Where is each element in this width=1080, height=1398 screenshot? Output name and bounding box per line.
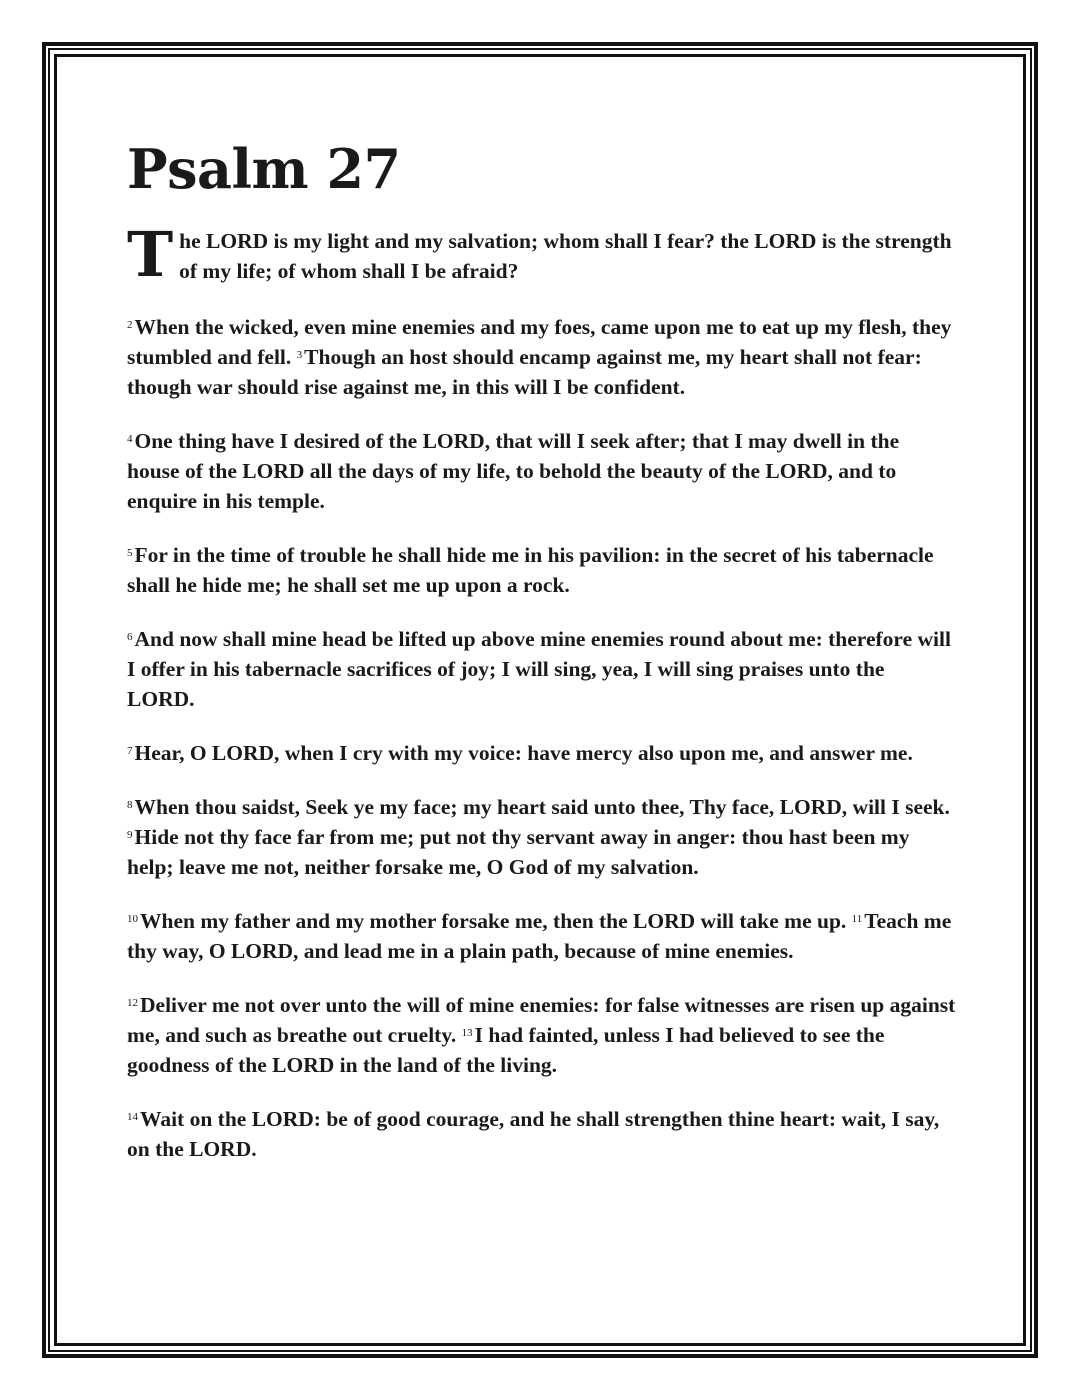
verse-number: 12 — [127, 997, 138, 1009]
verse-13-text: I had fainted, unless I had believed to see the goodness of the LORD in the land of the living. — [127, 1023, 885, 1077]
verse-paragraph-12-13 — [127, 990, 957, 1080]
verse-8-text: When thou saidst, Seek ye my face; my heart said unto thee, Thy face, LORD, will I seek. — [134, 795, 950, 819]
verse-number: 9 — [127, 829, 133, 841]
verse-paragraph-8-9 — [127, 792, 957, 882]
verse-10-text: When my father and my mother forsake me, then the LORD will take me up. — [140, 909, 847, 933]
psalm-content — [127, 130, 957, 1188]
verse-paragraph-4 — [127, 426, 957, 516]
verse-3-text: Though an host should encamp against me, my heart shall not fear: though war should rise against me, in this will I be confident. — [127, 345, 922, 399]
verse-11-text: Teach me thy way, O LORD, and lead me in a plain path, because of mine enemies. — [127, 909, 952, 963]
verse-number: 11 — [851, 913, 863, 925]
verse-number: 4 — [127, 433, 133, 445]
verse-2-text: When the wicked, even mine enemies and my foes, came upon me to eat up my flesh, they stumbled and fell. — [127, 315, 952, 369]
page-title: Psalm 27 — [127, 137, 401, 201]
verse-4-text: One thing have I desired of the LORD, that will I seek after; that I may dwell in the house of the LORD all the days of my life, to behold the beauty of the LORD, and to enquire in his temple. — [127, 429, 900, 513]
verse-number: 14 — [127, 1111, 138, 1123]
verse-1 — [127, 218, 957, 291]
verse-number: 2 — [127, 319, 133, 331]
verse-paragraph-10-11 — [127, 906, 957, 966]
verse-number: 8 — [127, 799, 133, 811]
verse-paragraph-6 — [127, 624, 957, 714]
verse-paragraph-14 — [127, 1104, 957, 1164]
verse-number: 3 — [296, 349, 303, 361]
verse-14-text: Wait on the LORD: be of good courage, and he shall strengthen thine heart: wait, I say, on the LORD. — [127, 1107, 940, 1161]
verse-paragraph-7 — [127, 738, 957, 768]
verse-7-text: Hear, O LORD, when I cry with my voice: have mercy also upon me, and answer me. — [134, 741, 913, 765]
verse-number: 7 — [127, 745, 133, 757]
verse-number: 10 — [127, 913, 138, 925]
verse-5-text: For in the time of trouble he shall hide me in his pavilion: in the secret of his tabernacle shall he hide me; he shall set me up upon a rock. — [127, 543, 934, 597]
verse-1-text: he LORD is my light and my salvation; whom shall I fear? the LORD is the strength of my life; of whom shall I be afraid? — [179, 229, 952, 283]
verse-number: 13 — [461, 1027, 473, 1039]
verse-9-text: Hide not thy face far from me; put not thy servant away in anger: thou hast been my help; leave me not, neither forsake me, O God of my salvation. — [127, 825, 910, 879]
verse-number: 6 — [127, 631, 133, 643]
verse-number: 5 — [127, 547, 133, 559]
verse-paragraph-2-3 — [127, 312, 957, 402]
drop-cap: T — [127, 218, 174, 291]
verse-6-text: And now shall mine head be lifted up above mine enemies round about me: therefore will I offer in his tabernacle sacrifices of joy; I will sing, yea, I will sing praises unto the LORD. — [127, 627, 951, 711]
verse-paragraph-5 — [127, 540, 957, 600]
verse-12-text: Deliver me not over unto the will of mine enemies: for false witnesses are risen up against me, and such as breathe out cruelty. — [127, 993, 956, 1047]
